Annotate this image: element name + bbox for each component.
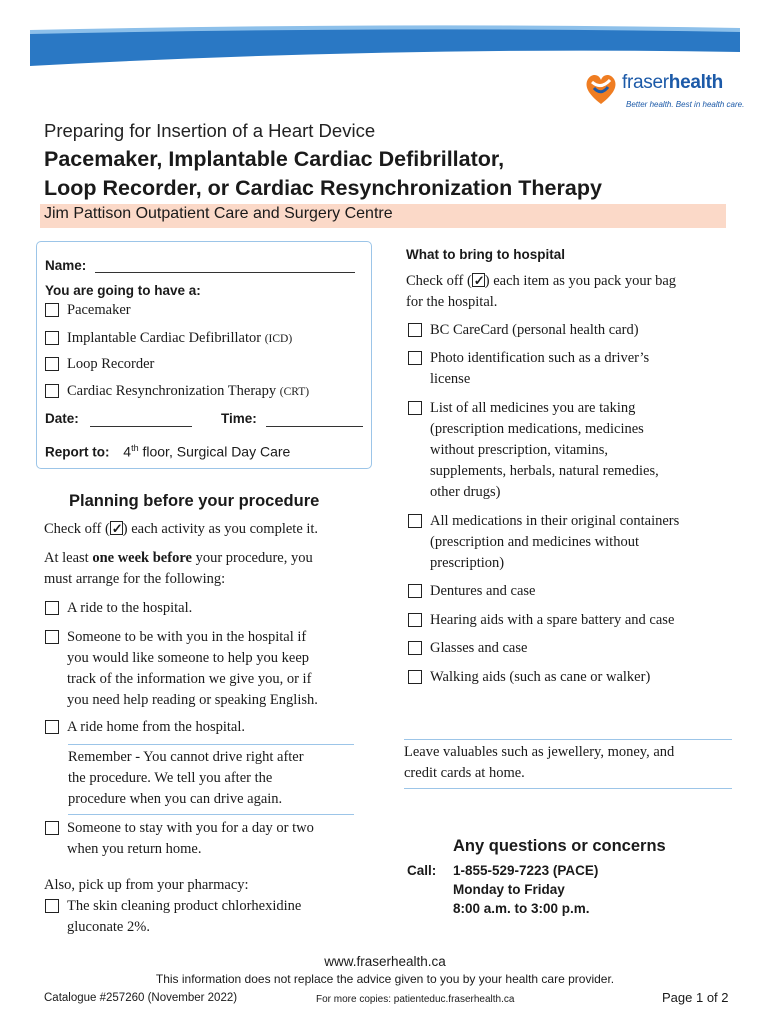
bring-item-hearing-aids: Hearing aids with a spare battery and case (408, 610, 738, 631)
heart-logo-icon (582, 68, 620, 108)
catalogue-number: Catalogue #257260 (November 2022) (44, 992, 238, 1004)
location-name: Jim Pattison Outpatient Care and Surgery Centre (44, 205, 393, 222)
document-title (44, 145, 602, 203)
checkbox[interactable] (45, 899, 59, 913)
planning-item-stay: Someone to stay with you for a day or two when you return home. (45, 818, 365, 860)
date-label: Date: (45, 411, 79, 426)
planning-item-ride-to: A ride to the hospital. (45, 598, 365, 619)
checked-box-icon (110, 521, 123, 535)
time-label: Time: (221, 411, 257, 426)
checkbox[interactable] (408, 401, 422, 415)
checkbox[interactable] (408, 514, 422, 528)
planning-intro: At least one week before your procedure, you must arrange for the following: (44, 550, 313, 587)
valuables-note: Leave valuables such as jewellery, money, and credit cards at home. (404, 739, 732, 789)
checkbox[interactable] (45, 331, 59, 345)
footer-website[interactable]: www.fraserhealth.ca (324, 954, 446, 969)
pharmacy-intro: Also, pick up from your pharmacy: (44, 877, 249, 893)
title-line-2: Loop Recorder, or Cardiac Resynchronization Therapy (44, 176, 602, 200)
bring-item-photo-id: Photo identification such as a driver’s license (408, 348, 738, 390)
name-field[interactable] (95, 272, 355, 273)
checkbox[interactable] (408, 670, 422, 684)
checkbox[interactable] (408, 323, 422, 337)
bring-item-carecard: BC CareCard (personal health card) (408, 320, 738, 341)
option-icd: Implantable Cardiac Defibrillator (ICD) (45, 328, 365, 349)
page-number: Page 1 of 2 (662, 990, 729, 1005)
bring-item-walking-aids: Walking aids (such as cane or walker) (408, 667, 738, 688)
document-subtitle: Preparing for Insertion of a Heart Device (44, 120, 376, 141)
checkbox[interactable] (45, 357, 59, 371)
bring-item-medications: All medications in their original containers (prescription and medicines without prescription) (408, 511, 738, 574)
contact-details: 1-855-529-7223 (PACE) Monday to Friday 8:00 a.m. to 3:00 p.m. (453, 863, 599, 916)
checkbox[interactable] (45, 303, 59, 317)
planning-check-instruction: Check off (✓ ) each activity as you complete it. (44, 519, 318, 540)
checkbox[interactable] (408, 641, 422, 655)
checkbox[interactable] (45, 630, 59, 644)
header-banner (0, 0, 770, 70)
remember-note: Remember - You cannot drive right after the procedure. We tell you after the procedure when you can drive again. (68, 744, 354, 815)
brand-tagline: Better health. Best in health care. (626, 100, 745, 109)
going-to-have-label: You are going to have a: (45, 283, 201, 298)
bring-item-medicine-list: List of all medicines you are taking (prescription medications, medicines without prescription, vitamins, supplements, herbals, natural remedies, other drugs) (408, 398, 738, 503)
planning-item-ride-home: A ride home from the hospital. (45, 717, 365, 738)
phone-number[interactable]: 1-855-529-7223 (PACE) (453, 863, 599, 878)
bring-item-glasses: Glasses and case (408, 638, 738, 659)
fraserhealth-logo (582, 68, 745, 116)
option-pacemaker: Pacemaker (45, 300, 365, 321)
copies-link[interactable]: For more copies: patienteduc.fraserhealth.ca (316, 994, 515, 1005)
bring-check-instruction: Check off (✓ ) each item as you pack your bag for the hospital. (406, 271, 676, 313)
questions-heading: Any questions or concerns (453, 837, 666, 855)
report-to: Report to: 4th floor, Surgical Day Care (45, 443, 291, 460)
checkbox[interactable] (408, 613, 422, 627)
planning-item-companion: Someone to be with you in the hospital if you would like someone to help you keep track of the information we give you, or if you need help reading or speaking English. (45, 627, 365, 711)
option-loop-recorder: Loop Recorder (45, 354, 365, 375)
checked-box-icon (472, 273, 485, 287)
brand-name: fraserhealth (622, 72, 723, 93)
call-label: Call: (407, 863, 437, 878)
checkbox[interactable] (45, 601, 59, 615)
checkbox[interactable] (45, 821, 59, 835)
footer-disclaimer: This information does not replace the advice given to you by your health care provider. (155, 972, 615, 986)
date-field[interactable] (90, 426, 192, 427)
checkbox[interactable] (408, 351, 422, 365)
checkbox[interactable] (45, 384, 59, 398)
checkbox[interactable] (408, 584, 422, 598)
bring-heading: What to bring to hospital (406, 247, 565, 262)
bring-item-dentures: Dentures and case (408, 581, 738, 602)
pharmacy-item-chlorhexidine: The skin cleaning product chlorhexidine gluconate 2%. (45, 896, 365, 938)
option-crt: Cardiac Resynchronization Therapy (CRT) (45, 381, 365, 402)
time-field[interactable] (266, 426, 363, 427)
planning-heading: Planning before your procedure (69, 492, 320, 510)
name-label: Name: (45, 258, 87, 273)
title-line-1: Pacemaker, Implantable Cardiac Defibrillator, (44, 147, 505, 171)
checkbox[interactable] (45, 720, 59, 734)
